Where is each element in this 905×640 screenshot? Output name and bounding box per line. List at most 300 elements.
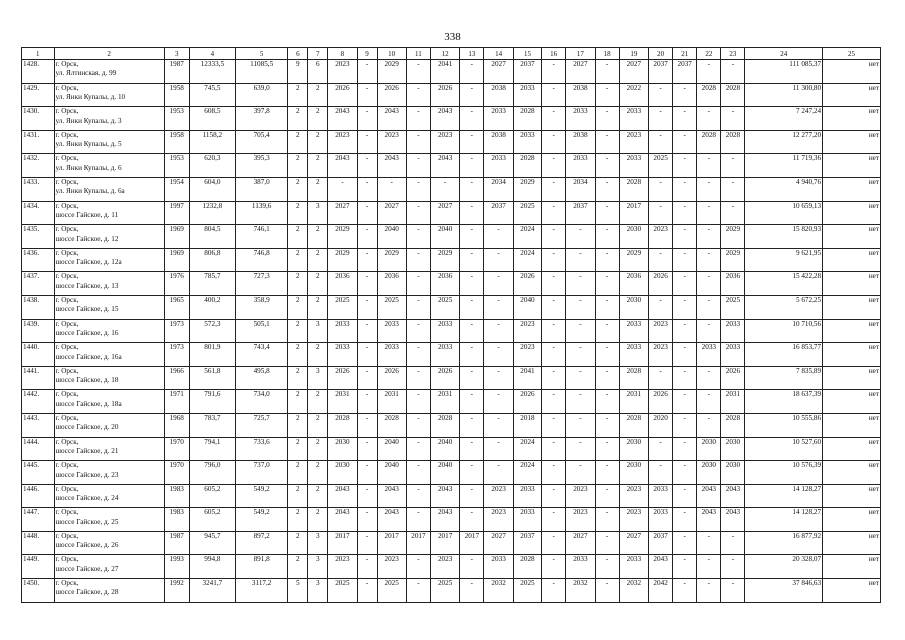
cell-col-9: - [357,107,377,131]
cell-col-14: 2023 [484,484,513,508]
cell-col-23: 2033 [721,319,745,343]
cell-col-10: 2017 [377,531,406,555]
cell-col-9: - [357,343,377,367]
cell-col-21: - [673,177,697,201]
cell-col-4: 796,0 [189,461,235,485]
cell-col-3: 1976 [164,272,189,296]
cell-col-23: 2043 [721,508,745,532]
cell-col-9: - [357,60,377,84]
cell-col-6: 2 [288,107,308,131]
cell-col-14: - [484,343,513,367]
cell-col-21: - [673,154,697,178]
cell-col-25: нет [823,413,881,437]
column-header: 21 [673,48,697,60]
cell-col-18: - [595,461,619,485]
cell-col-8: 2043 [328,107,357,131]
row-number: 1436. [22,248,55,272]
cell-col-4: 561,8 [189,366,235,390]
row-number: 1442. [22,390,55,414]
cell-col-15: 2025 [513,579,541,603]
cell-col-8: 2026 [328,83,357,107]
table-row [22,555,881,579]
cell-col-24: 10 710,56 [745,319,823,343]
cell-col-13: - [460,130,484,154]
cell-col-4: 783,7 [189,413,235,437]
cell-col-19: 2030 [619,437,648,461]
cell-col-12: 2040 [430,225,459,249]
cell-col-15: 2024 [513,461,541,485]
cell-col-12: - [430,177,459,201]
cell-col-7: 2 [308,508,328,532]
row-number: 1434. [22,201,55,225]
cell-col-22: - [697,413,721,437]
cell-col-15: 2018 [513,413,541,437]
table-row [22,508,881,532]
cell-col-19: 2033 [619,154,648,178]
cell-col-6: 2 [288,248,308,272]
cell-col-19: 2030 [619,461,648,485]
cell-col-22: 2043 [697,508,721,532]
cell-col-21: - [673,272,697,296]
cell-col-21: - [673,390,697,414]
cell-col-18: - [595,579,619,603]
cell-col-18: - [595,508,619,532]
cell-col-12: 2026 [430,366,459,390]
cell-col-19: 2031 [619,390,648,414]
cell-col-10: 2040 [377,225,406,249]
row-number: 1437. [22,272,55,296]
cell-col-13: - [460,107,484,131]
cell-col-11: - [406,555,430,579]
cell-col-6: 2 [288,201,308,225]
cell-col-18: - [595,484,619,508]
row-number: 1447. [22,508,55,532]
cell-col-25: нет [823,130,881,154]
cell-col-15: 2033 [513,130,541,154]
cell-col-23: 2036 [721,272,745,296]
row-number: 1428. [22,60,55,84]
cell-col-17: - [566,461,595,485]
cell-col-3: 1993 [164,555,189,579]
column-header: 2 [54,48,164,60]
cell-col-22: - [697,366,721,390]
cell-col-7: 3 [308,319,328,343]
cell-col-24: 12 277,20 [745,130,823,154]
address-cell [54,531,164,555]
cell-col-18: - [595,107,619,131]
cell-col-13: - [460,508,484,532]
cell-col-25: нет [823,295,881,319]
cell-col-23: - [721,177,745,201]
cell-col-12: 2017 [430,531,459,555]
cell-col-20: 2042 [649,579,673,603]
address-city: г. Орск, [55,60,79,68]
row-number: 1444. [22,437,55,461]
cell-col-7: 3 [308,366,328,390]
cell-col-3: 1958 [164,130,189,154]
cell-col-19: 2028 [619,413,648,437]
cell-col-13: - [460,484,484,508]
cell-col-14: - [484,248,513,272]
cell-col-24: 10 555,86 [745,413,823,437]
cell-col-7: 2 [308,248,328,272]
cell-col-5: 11085,5 [235,60,287,84]
cell-col-21: - [673,555,697,579]
cell-col-16: - [542,177,566,201]
cell-col-4: 1232,8 [189,201,235,225]
cell-col-14: - [484,390,513,414]
cell-col-10: 2025 [377,579,406,603]
cell-col-3: 1958 [164,83,189,107]
cell-col-21: - [673,107,697,131]
cell-col-9: - [357,83,377,107]
cell-col-19: 2029 [619,248,648,272]
cell-col-23: 2033 [721,343,745,367]
cell-col-8: 2026 [328,366,357,390]
address-city: г. Орск, [55,272,79,281]
row-number: 1450. [22,579,55,603]
address-city: г. Орск, [55,555,79,564]
address-street: шоссе Гайское, д. 18а [55,399,122,408]
cell-col-23: 2043 [721,484,745,508]
cell-col-10: 2040 [377,437,406,461]
cell-col-12: 2029 [430,248,459,272]
cell-col-14: - [484,413,513,437]
cell-col-9: - [357,201,377,225]
cell-col-13: - [460,461,484,485]
address-city: г. Орск, [55,225,79,234]
cell-col-4: 608,5 [189,107,235,131]
row-number: 1431. [22,130,55,154]
cell-col-22: - [697,60,721,84]
cell-col-21: - [673,225,697,249]
cell-col-16: - [542,60,566,84]
cell-col-10: 2033 [377,343,406,367]
cell-col-7: 3 [308,531,328,555]
address-cell [54,437,164,461]
cell-col-11: - [406,461,430,485]
address-street: шоссе Гайское, д. 20 [55,423,119,432]
cell-col-13: - [460,555,484,579]
cell-col-10: 2028 [377,413,406,437]
cell-col-14: 2023 [484,508,513,532]
cell-col-20: - [649,461,673,485]
cell-col-25: нет [823,177,881,201]
cell-col-15: 2040 [513,295,541,319]
cell-col-11: - [406,225,430,249]
cell-col-24: 10 576,39 [745,461,823,485]
cell-col-11: - [406,272,430,296]
address-city: г. Орск, [55,413,79,422]
address-city: г. Орск, [55,343,79,352]
cell-col-6: 2 [288,225,308,249]
cell-col-20: 2033 [649,484,673,508]
address-cell [54,413,164,437]
cell-col-19: 2027 [619,531,648,555]
cell-col-3: 1983 [164,508,189,532]
cell-col-22: - [697,555,721,579]
cell-col-4: 806,8 [189,248,235,272]
cell-col-10: 2023 [377,130,406,154]
row-number: 1439. [22,319,55,343]
cell-col-3: 1969 [164,225,189,249]
cell-col-13: - [460,248,484,272]
row-number: 1438. [22,295,55,319]
cell-col-15: 2033 [513,508,541,532]
cell-col-16: - [542,366,566,390]
cell-col-7: 2 [308,154,328,178]
cell-col-4: 804,5 [189,225,235,249]
cell-col-25: нет [823,154,881,178]
cell-col-13: - [460,413,484,437]
cell-col-11: - [406,201,430,225]
cell-col-24: 7 247,24 [745,107,823,131]
cell-col-10: - [377,177,406,201]
cell-col-25: нет [823,60,881,84]
cell-col-15: 2026 [513,272,541,296]
cell-col-19: 2028 [619,366,648,390]
cell-col-12: 2025 [430,579,459,603]
cell-col-4: 605,2 [189,484,235,508]
address-city: г. Орск, [55,437,79,446]
cell-col-14: 2038 [484,130,513,154]
cell-col-6: 2 [288,130,308,154]
cell-col-20: 2025 [649,154,673,178]
cell-col-3: 1983 [164,484,189,508]
cell-col-25: нет [823,366,881,390]
cell-col-8: 2029 [328,248,357,272]
cell-col-17: 2023 [566,484,595,508]
address-cell [54,60,164,84]
cell-col-9: - [357,154,377,178]
row-number: 1433. [22,177,55,201]
table-row [22,83,881,107]
cell-col-8: 2017 [328,531,357,555]
address-cell [54,177,164,201]
cell-col-9: - [357,295,377,319]
cell-col-25: нет [823,272,881,296]
address-cell [54,319,164,343]
column-header: 4 [189,48,235,60]
cell-col-9: - [357,390,377,414]
cell-col-9: - [357,508,377,532]
cell-col-12: 2023 [430,555,459,579]
cell-col-18: - [595,437,619,461]
cell-col-8: 2043 [328,508,357,532]
cell-col-19: 2023 [619,508,648,532]
cell-col-6: 2 [288,390,308,414]
cell-col-14: - [484,319,513,343]
table-row [22,484,881,508]
cell-col-24: 15 820,93 [745,225,823,249]
cell-col-15: 2041 [513,366,541,390]
cell-col-22: 2033 [697,343,721,367]
cell-col-20: - [649,295,673,319]
cell-col-24: 9 621,95 [745,248,823,272]
cell-col-22: - [697,107,721,131]
cell-col-18: - [595,295,619,319]
column-header: 13 [460,48,484,60]
cell-col-9: - [357,225,377,249]
cell-col-25: нет [823,579,881,603]
cell-col-6: 5 [288,579,308,603]
cell-col-12: 2033 [430,343,459,367]
cell-col-10: 2043 [377,154,406,178]
cell-col-13: - [460,225,484,249]
cell-col-3: 1970 [164,437,189,461]
column-header: 25 [823,48,881,60]
address-street: ул. Янки Купалы, д. 6а [55,187,125,196]
cell-col-18: - [595,201,619,225]
address-city: г. Орск, [55,508,79,517]
cell-col-5: 505,1 [235,319,287,343]
cell-col-13: - [460,579,484,603]
cell-col-3: 1966 [164,366,189,390]
cell-col-21: - [673,461,697,485]
cell-col-25: нет [823,555,881,579]
cell-col-5: 705,4 [235,130,287,154]
cell-col-21: - [673,437,697,461]
cell-col-7: 2 [308,83,328,107]
cell-col-6: 2 [288,177,308,201]
cell-col-3: 1968 [164,413,189,437]
cell-col-17: 2033 [566,154,595,178]
cell-col-15: 2033 [513,484,541,508]
cell-col-18: - [595,343,619,367]
cell-col-6: 2 [288,555,308,579]
cell-col-20: 2023 [649,225,673,249]
cell-col-22: 2030 [697,437,721,461]
cell-col-7: 2 [308,177,328,201]
cell-col-14: - [484,225,513,249]
cell-col-19: 2033 [619,107,648,131]
cell-col-12: 2041 [430,60,459,84]
cell-col-17: 2033 [566,107,595,131]
address-city: г. Орск, [55,319,79,328]
cell-col-16: - [542,555,566,579]
cell-col-24: 7 835,89 [745,366,823,390]
cell-col-22: 2028 [697,83,721,107]
address-city: г. Орск, [55,579,79,588]
cell-col-25: нет [823,484,881,508]
cell-col-9: - [357,579,377,603]
cell-col-5: 737,0 [235,461,287,485]
cell-col-18: - [595,413,619,437]
cell-col-24: 11 300,80 [745,83,823,107]
cell-col-5: 549,2 [235,484,287,508]
cell-col-3: 1973 [164,343,189,367]
cell-col-13: - [460,390,484,414]
address-street: ул. Янки Купалы, д. 3 [55,116,122,125]
cell-col-15: 2024 [513,248,541,272]
cell-col-13: - [460,83,484,107]
address-street: шоссе Гайское, д. 11 [55,210,119,219]
cell-col-23: 2028 [721,130,745,154]
cell-col-20: 2020 [649,413,673,437]
cell-col-22: - [697,531,721,555]
cell-col-11: - [406,390,430,414]
cell-col-16: - [542,531,566,555]
cell-col-17: - [566,390,595,414]
row-number: 1448. [22,531,55,555]
cell-col-15: 2028 [513,555,541,579]
cell-col-18: - [595,366,619,390]
cell-col-11: - [406,319,430,343]
cell-col-7: 2 [308,437,328,461]
column-header: 18 [595,48,619,60]
cell-col-11: - [406,107,430,131]
address-street: шоссе Гайское, д. 12 [55,234,119,243]
cell-col-16: - [542,413,566,437]
cell-col-25: нет [823,343,881,367]
cell-col-25: нет [823,390,881,414]
cell-col-11: - [406,130,430,154]
table-row [22,319,881,343]
cell-col-19: 2023 [619,130,648,154]
address-cell [54,555,164,579]
cell-col-23: 2028 [721,413,745,437]
cell-col-6: 2 [288,508,308,532]
column-header: 9 [357,48,377,60]
address-cell [54,366,164,390]
cell-col-23: 2030 [721,461,745,485]
column-header: 5 [235,48,287,60]
cell-col-21: - [673,531,697,555]
address-cell [54,295,164,319]
cell-col-13: 2017 [460,531,484,555]
cell-col-15: 2033 [513,83,541,107]
cell-col-4: 945,7 [189,531,235,555]
cell-col-12: 2031 [430,390,459,414]
cell-col-5: 358,9 [235,295,287,319]
cell-col-4: 572,3 [189,319,235,343]
cell-col-20: - [649,83,673,107]
cell-col-24: 10 659,13 [745,201,823,225]
address-cell [54,130,164,154]
cell-col-20: 2026 [649,390,673,414]
cell-col-10: 2026 [377,366,406,390]
address-street: шоссе Гайское, д. 26 [55,541,119,550]
cell-col-19: 2028 [619,177,648,201]
column-header: 23 [721,48,745,60]
cell-col-24: 18 637,39 [745,390,823,414]
cell-col-20: 2037 [649,531,673,555]
cell-col-16: - [542,272,566,296]
cell-col-24: 14 128,27 [745,484,823,508]
cell-col-19: 2033 [619,343,648,367]
cell-col-3: 1997 [164,201,189,225]
cell-col-5: 897,2 [235,531,287,555]
cell-col-8: - [328,177,357,201]
cell-col-8: 2027 [328,201,357,225]
cell-col-9: - [357,555,377,579]
cell-col-23: 2025 [721,295,745,319]
cell-col-19: 2033 [619,555,648,579]
cell-col-15: 2037 [513,60,541,84]
cell-col-20: - [649,177,673,201]
cell-col-7: 2 [308,413,328,437]
cell-col-18: - [595,390,619,414]
cell-col-5: 549,2 [235,508,287,532]
cell-col-18: - [595,154,619,178]
cell-col-20: - [649,201,673,225]
cell-col-18: - [595,248,619,272]
address-cell [54,154,164,178]
cell-col-14: 2033 [484,555,513,579]
cell-col-7: 2 [308,484,328,508]
address-street: шоссе Гайское, д. 16 [55,328,119,337]
row-number: 1435. [22,225,55,249]
